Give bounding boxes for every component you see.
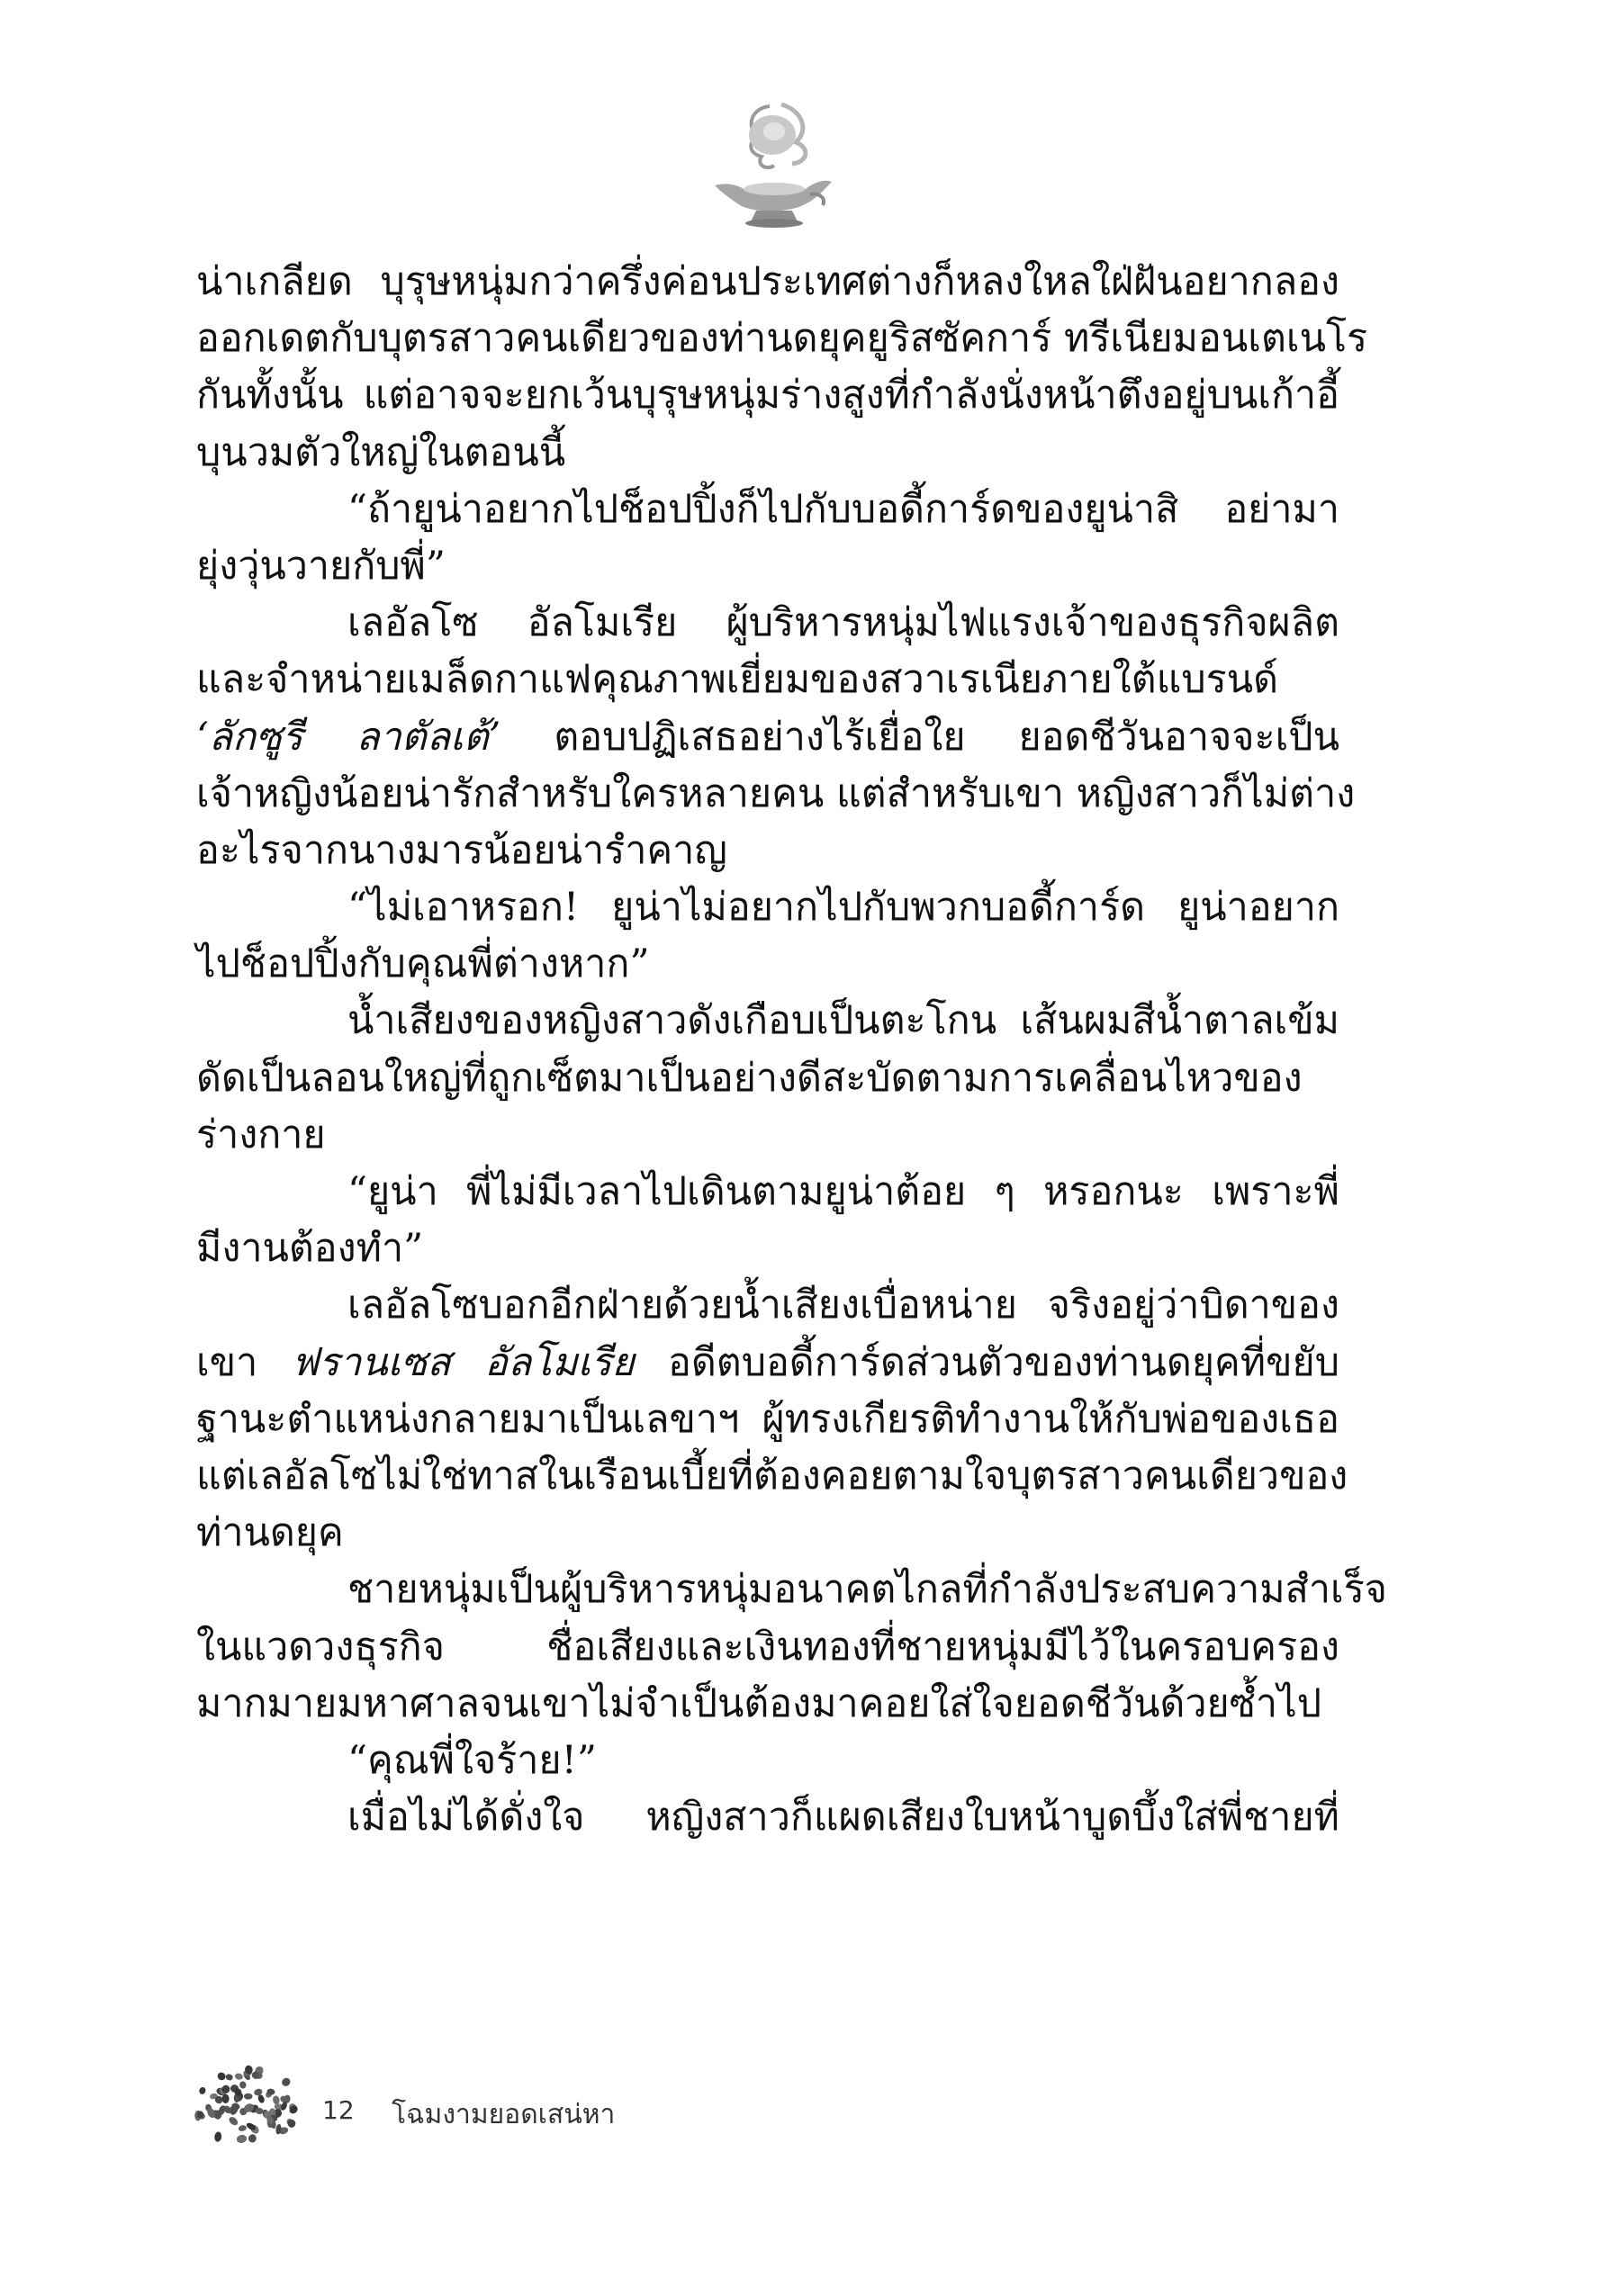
book-title: โฉมงามยอดเสน่หา — [392, 2099, 616, 2130]
text-line-content: อดีตบอดี้การ์ดส่วนตัวของท่านดยุคที่ขยับ — [634, 1339, 1340, 1385]
coffee-bean-shape — [239, 2081, 247, 2089]
text-line — [196, 709, 1339, 766]
text-line-content: กันทั้งนั้น แต่อาจจะยกเว้นบุรุษหนุ่มร่างสูงที่กำลังนั่งหน้าตึงอยู่บนเก้าอี้ — [196, 373, 1339, 419]
text-line-prefix: เขา — [196, 1339, 292, 1385]
text-line-content: เมื่อไม่ได้ดั่งใจ หญิงสาวก็แผดเสียงใบหน้าบูดบึ้งใส่พี่ชายที่ — [347, 1795, 1339, 1841]
coffee-bean-shape — [248, 2133, 257, 2143]
text-line-content: มากมายมหาศาลจนเขาไม่จำเป็นต้องมาคอยใส่ใจยอดชีวันด้วยซ้ำไป — [196, 1680, 1322, 1726]
text-line — [196, 1619, 1339, 1676]
coffee-bean-shape — [236, 2134, 248, 2144]
coffee-bean-shape — [198, 2086, 206, 2095]
text-line-content: ดัดเป็นลอนใหญ่ที่ถูกเซ็ตมาเป็นอย่างดีสะบัดตามการเคลื่อนไหวของ — [196, 1055, 1303, 1101]
text-line — [196, 311, 1368, 367]
coffee-bean-shape — [216, 2071, 227, 2082]
text-line — [196, 993, 1339, 1049]
text-line — [196, 1505, 1339, 1562]
text-line-content: “ไม่เอาหรอก! ยูน่าไม่อยากไปกับพวกบอดี้การ์ด ยูน่าอยาก — [347, 885, 1339, 931]
text-line — [196, 482, 1339, 538]
text-line-content: ฐานะตำแหน่งกลายมาเป็นเลขาฯ ผู้ทรงเกียรติทำงานให้กับพ่อของเธอ — [196, 1396, 1339, 1442]
text-line-content: เลอัลโซ อัลโมเรีย ผู้บริหารหนุ่มไฟแรงเจ้าของธุรกิจผลิต — [347, 600, 1339, 646]
text-line — [196, 936, 1339, 993]
genie-lamp-icon — [702, 99, 837, 230]
text-line-content: อะไรจากนางมารน้อยน่ารำคาญ — [196, 827, 727, 873]
text-line — [196, 538, 1339, 595]
text-line-content: ในแวดวงธุรกิจ ชื่อเสียงและเงินทองที่ชายหนุ่มมีไว้ในครอบครอง — [196, 1624, 1339, 1670]
text-line — [196, 652, 1339, 708]
text-line-content: ไปช็อปปิ้งกับคุณพี่ต่างหาก” — [196, 941, 650, 987]
text-line-content: ตอบปฏิเสธอย่างไร้เยื่อใย ยอดชีวันอาจจะเป็น — [500, 714, 1339, 760]
text-line — [196, 1562, 1387, 1618]
text-line — [196, 425, 1339, 482]
text-line — [196, 1164, 1339, 1220]
text-line — [196, 1277, 1339, 1334]
coffee-bean-shape — [225, 2073, 234, 2081]
coffee-bean-shape — [238, 2124, 247, 2131]
coffee-bean-shape — [228, 2115, 239, 2127]
coffee-bean-shape — [280, 2076, 292, 2088]
text-line — [196, 1220, 1339, 1277]
text-line — [196, 823, 1339, 879]
text-line-content: ชายหนุ่มเป็นผู้บริหารหนุ่มอนาคตไกลที่กำลังประสบความสำเร็จ — [347, 1567, 1387, 1613]
text-line-content: น่าเกลียด บุรุษหนุ่มกว่าครึ่งค่อนประเทศต่างก็หลงใหลใฝ่ฝันอยากลอง — [196, 259, 1339, 304]
text-line-content: “ยูน่า พี่ไม่มีเวลาไปเดินตามยูน่าต้อย ๆ หรอกนะ เพราะพี่ — [347, 1169, 1339, 1214]
text-line-content: ออกเดตกับบุตรสาวคนเดียวของท่านดยุคยูริสซัคการ์ ทรีเนียมอนเตเนโร — [196, 316, 1368, 362]
body-text — [196, 254, 1387, 1846]
coffee-bean-shape — [234, 2073, 243, 2081]
text-line — [196, 1335, 1339, 1391]
coffee-bean-shape — [272, 2095, 280, 2105]
text-line-content: เลอัลโซบอกอีกฝ่ายด้วยน้ำเสียงเบื่อหน่าย จริงอยู่ว่าบิดาของ — [347, 1283, 1339, 1328]
text-line — [196, 1391, 1339, 1448]
text-line-content: ท่านดยุค — [196, 1510, 344, 1556]
text-line-content: น้ำเสียงของหญิงสาวดังเกือบเป็นตะโกน เส้นผมสีน้ำตาลเข้ม — [347, 998, 1339, 1044]
text-line-content: “ถ้ายูน่าอยากไปช็อปปิ้งก็ไปกับบอดี้การ์ดของยูน่าสิ อย่ามา — [347, 486, 1339, 532]
text-line-content: แต่เลอัลโซไม่ใช่ทาสในเรือนเบี้ยที่ต้องคอยตามใจบุตรสาวคนเดียวของ — [196, 1453, 1348, 1499]
text-line — [196, 1733, 1339, 1789]
text-line-content: บุนวมตัวใหญ่ในตอนนี้ — [196, 429, 566, 475]
text-line — [196, 1676, 1339, 1733]
text-line — [196, 1050, 1339, 1107]
text-line — [196, 595, 1339, 652]
text-line-content: “คุณพี่ใจร้าย!” — [347, 1737, 597, 1783]
text-line-content: ร่างกาย — [196, 1112, 326, 1157]
text-line — [196, 879, 1339, 936]
italic-name: ฟรานเซส อัลโมเรีย — [291, 1339, 635, 1385]
text-line — [196, 1448, 1348, 1505]
text-line — [196, 367, 1339, 424]
text-line-content: เจ้าหญิงน้อยน่ารักสำหรับใครหลายคน แต่สำหรับเขา หญิงสาวก็ไม่ต่าง — [196, 770, 1356, 816]
text-line — [196, 1107, 1339, 1164]
text-line — [196, 254, 1339, 311]
text-line-content: และจำหน่ายเมล็ดกาแฟคุณภาพเยี่ยมของสวาเรเนียภายใต้แบรนด์ — [196, 657, 1279, 703]
text-line-content: มีงานต้องทำ” — [196, 1226, 424, 1272]
text-line — [196, 1789, 1339, 1846]
page-number: 12 — [322, 2095, 355, 2125]
text-line — [196, 766, 1356, 823]
italic-name: ‘ลักซูรี ลาตัลเต้’ — [196, 714, 501, 760]
coffee-beans-icon — [189, 2061, 306, 2156]
page-footer — [189, 2061, 729, 2160]
coffee-bean-shape — [214, 2131, 222, 2142]
coffee-bean-shape — [244, 2093, 253, 2100]
text-line-content: ยุ่งวุ่นวายกับพี่” — [196, 543, 446, 589]
